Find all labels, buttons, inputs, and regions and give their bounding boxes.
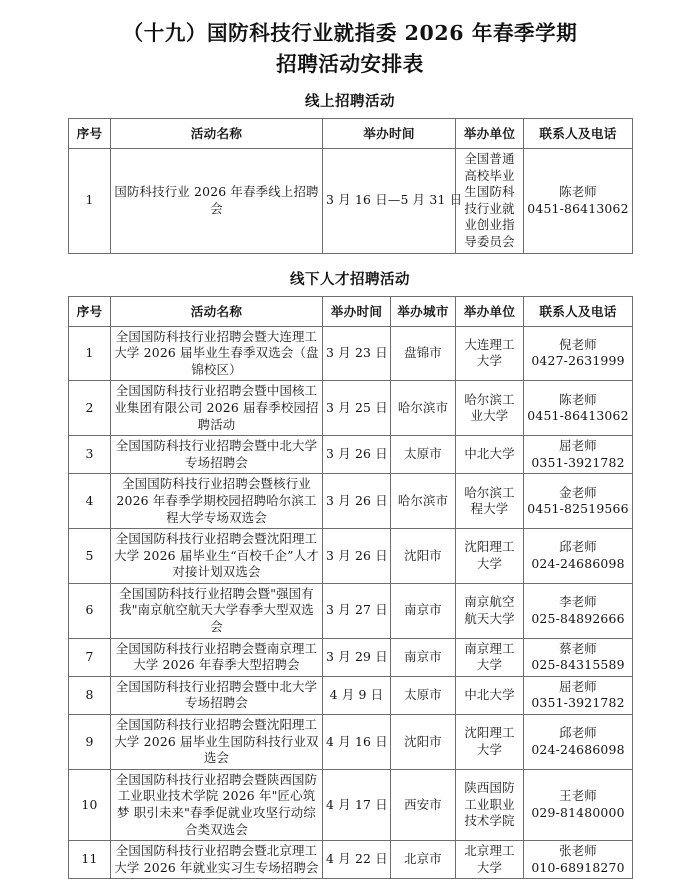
contact-phone: 025-84892666 <box>531 610 625 626</box>
cell-city: 哈尔滨市 <box>391 474 456 529</box>
cell-organizer: 南京航空航天大学 <box>456 583 524 638</box>
contact-phone: 010-68918270 <box>531 859 625 875</box>
contact-phone: 0351-3921782 <box>531 695 625 711</box>
page-title <box>0 0 700 80</box>
cell-activity-name: 全国国防科技行业招聘会暨中国核工业集团有限公司 2026 届春季校园招聘活动 <box>111 381 323 436</box>
cell-contact <box>524 715 633 770</box>
cell-time: 3 月 26 日 <box>323 474 391 529</box>
cell-activity-name: 全国国防科技行业招聘会暨北京理工大学 2026 年就业实习生专场招聘会 <box>111 841 323 879</box>
col-header-organizer: 举办单位 <box>456 296 524 326</box>
online-activities-table <box>68 118 633 254</box>
cell-contact <box>524 381 633 436</box>
contact-phone: 0427-2631999 <box>531 353 625 369</box>
cell-index: 8 <box>69 676 111 714</box>
contact-phone: 0451-86413062 <box>527 200 629 216</box>
cell-city: 沈阳市 <box>391 529 456 584</box>
col-header-time: 举办时间 <box>323 119 456 149</box>
contact-person: 王老师 <box>559 788 597 804</box>
cell-activity-name: 全国国防科技行业招聘会暨南京理工大学 2026 年春季大型招聘会 <box>111 638 323 676</box>
contact-person: 屈老师 <box>559 438 597 454</box>
cell-contact <box>524 769 633 840</box>
contact-person: 陈老师 <box>559 184 597 200</box>
cell-index: 9 <box>69 715 111 770</box>
cell-time: 4 月 22 日 <box>323 841 391 879</box>
cell-time: 3 月 26 日 <box>323 436 391 474</box>
contact-person: 金老师 <box>559 484 597 500</box>
cell-organizer: 沈阳理工大学 <box>456 529 524 584</box>
cell-index: 1 <box>69 149 111 254</box>
offline-section-heading: 线下人才招聘活动 <box>290 270 410 288</box>
cell-index: 7 <box>69 638 111 676</box>
contact-phone: 029-81480000 <box>531 805 625 820</box>
contact-phone: 0451-86413062 <box>527 408 629 424</box>
cell-activity-name: 全国国防科技行业招聘会暨中北大学专场招聘会 <box>111 676 323 714</box>
cell-activity-name: 全国国防科技行业招聘会暨陕西国防工业职业技术学院 2026 年"匠心筑梦 职引未来"春季促就业攻坚行动综合类双选会 <box>111 769 323 840</box>
cell-organizer: 哈尔滨工业大学 <box>456 381 524 436</box>
cell-contact <box>524 841 633 879</box>
page-title-line-1: （十九）国防科技行业就指委 2026 年春季学期 <box>122 21 578 45</box>
contact-person: 邱老师 <box>559 725 597 741</box>
cell-organizer: 哈尔滨工程大学 <box>456 474 524 529</box>
col-header-contact: 联系人及电话 <box>524 119 633 149</box>
col-header-time: 举办时间 <box>323 296 391 326</box>
cell-city: 西安市 <box>391 769 456 840</box>
cell-city: 太原市 <box>391 436 456 474</box>
cell-contact <box>524 676 633 714</box>
cell-time: 3 月 23 日 <box>323 326 391 381</box>
cell-index: 3 <box>69 436 111 474</box>
table-row <box>69 436 633 474</box>
cell-organizer: 大连理工大学 <box>456 326 524 381</box>
cell-organizer: 沈阳理工大学 <box>456 715 524 770</box>
table-row <box>69 326 633 381</box>
table-row <box>69 638 633 676</box>
table-row <box>69 715 633 770</box>
cell-contact <box>524 436 633 474</box>
cell-city: 太原市 <box>391 676 456 714</box>
cell-activity-name: 全国国防科技行业招聘会暨沈阳理工大学 2026 届毕业生国防科技行业双选会 <box>111 715 323 770</box>
contact-phone: 024-24686098 <box>531 555 625 571</box>
col-header-contact: 联系人及电话 <box>524 296 633 326</box>
col-header-city: 举办城市 <box>391 296 456 326</box>
cell-city: 南京市 <box>391 583 456 638</box>
cell-index: 10 <box>69 769 111 840</box>
contact-person: 屈老师 <box>559 678 597 694</box>
cell-activity-name: 全国国防科技行业招聘会暨核行业 2026 年春季学期校园招聘哈尔滨工程大学专场双选会 <box>111 474 323 529</box>
cell-organizer: 全国普通高校毕业生国防科技行业就业创业指导委员会 <box>456 149 524 254</box>
table-row <box>69 474 633 529</box>
cell-time: 3 月 16 日—5 月 31 日 <box>323 149 456 254</box>
online-section-heading: 线上招聘活动 <box>305 93 395 110</box>
table-row <box>69 149 633 254</box>
cell-organizer: 中北大学 <box>456 676 524 714</box>
cell-time: 3 月 25 日 <box>323 381 391 436</box>
col-header-index: 序号 <box>69 119 111 149</box>
cell-activity-name: 全国国防科技行业招聘会暨"强国有我"南京航空航天大学春季大型双选会 <box>111 583 323 638</box>
cell-index: 6 <box>69 583 111 638</box>
contact-person: 邱老师 <box>559 539 597 555</box>
cell-contact <box>524 474 633 529</box>
cell-city: 盘锦市 <box>391 326 456 381</box>
cell-organizer: 陕西国防工业职业技术学院 <box>456 769 524 840</box>
table-row <box>69 381 633 436</box>
contact-phone: 0351-3921782 <box>531 454 625 470</box>
cell-index: 2 <box>69 381 111 436</box>
cell-activity-name: 国防科技行业 2026 年春季线上招聘会 <box>111 149 323 254</box>
contact-phone: 024-24686098 <box>531 741 625 757</box>
cell-time: 4 月 9 日 <box>323 676 391 714</box>
cell-index: 4 <box>69 474 111 529</box>
cell-index: 1 <box>69 326 111 381</box>
col-header-activity-name: 活动名称 <box>111 296 323 326</box>
cell-activity-name: 全国国防科技行业招聘会暨中北大学专场招聘会 <box>111 436 323 474</box>
table-row <box>69 769 633 840</box>
cell-organizer: 中北大学 <box>456 436 524 474</box>
contact-person: 陈老师 <box>559 391 597 407</box>
table-row <box>69 583 633 638</box>
cell-organizer: 南京理工大学 <box>456 638 524 676</box>
online-table-body <box>69 149 633 254</box>
contact-person: 张老师 <box>559 843 597 859</box>
col-header-activity-name: 活动名称 <box>111 119 323 149</box>
cell-time: 4 月 17 日 <box>323 769 391 840</box>
cell-city: 北京市 <box>391 841 456 879</box>
table-row <box>69 676 633 714</box>
cell-activity-name: 全国国防科技行业招聘会暨大连理工大学 2026 届毕业生春季双选会（盘锦校区） <box>111 326 323 381</box>
col-header-index: 序号 <box>69 296 111 326</box>
col-header-organizer: 举办单位 <box>456 119 524 149</box>
cell-time: 3 月 29 日 <box>323 638 391 676</box>
contact-phone: 025-84315589 <box>531 657 625 673</box>
cell-time: 4 月 16 日 <box>323 715 391 770</box>
cell-activity-name: 全国国防科技行业招聘会暨沈阳理工大学 2026 届毕业生“百校千企”人才对接计划双选会 <box>111 529 323 584</box>
cell-index: 11 <box>69 841 111 879</box>
cell-contact <box>524 326 633 381</box>
contact-phone: 0451-82519566 <box>527 501 629 517</box>
online-table-wrapper <box>68 118 632 254</box>
contact-person: 李老师 <box>559 594 597 610</box>
cell-contact <box>524 529 633 584</box>
cell-time: 3 月 26 日 <box>323 529 391 584</box>
page-title-line-2: 招聘活动安排表 <box>276 52 424 76</box>
cell-contact <box>524 638 633 676</box>
contact-person: 蔡老师 <box>559 640 597 656</box>
offline-table-body <box>69 326 633 879</box>
cell-city: 哈尔滨市 <box>391 381 456 436</box>
contact-person: 倪老师 <box>559 336 597 352</box>
table-row <box>69 841 633 879</box>
cell-index: 5 <box>69 529 111 584</box>
cell-contact <box>524 149 633 254</box>
table-header-row <box>69 119 633 149</box>
cell-city: 南京市 <box>391 638 456 676</box>
offline-activities-table <box>68 296 633 879</box>
offline-table-wrapper <box>68 296 632 879</box>
cell-organizer: 北京理工大学 <box>456 841 524 879</box>
cell-time: 3 月 27 日 <box>323 583 391 638</box>
table-row <box>69 529 633 584</box>
table-header-row <box>69 296 633 326</box>
cell-contact <box>524 583 633 638</box>
cell-city: 沈阳市 <box>391 715 456 770</box>
